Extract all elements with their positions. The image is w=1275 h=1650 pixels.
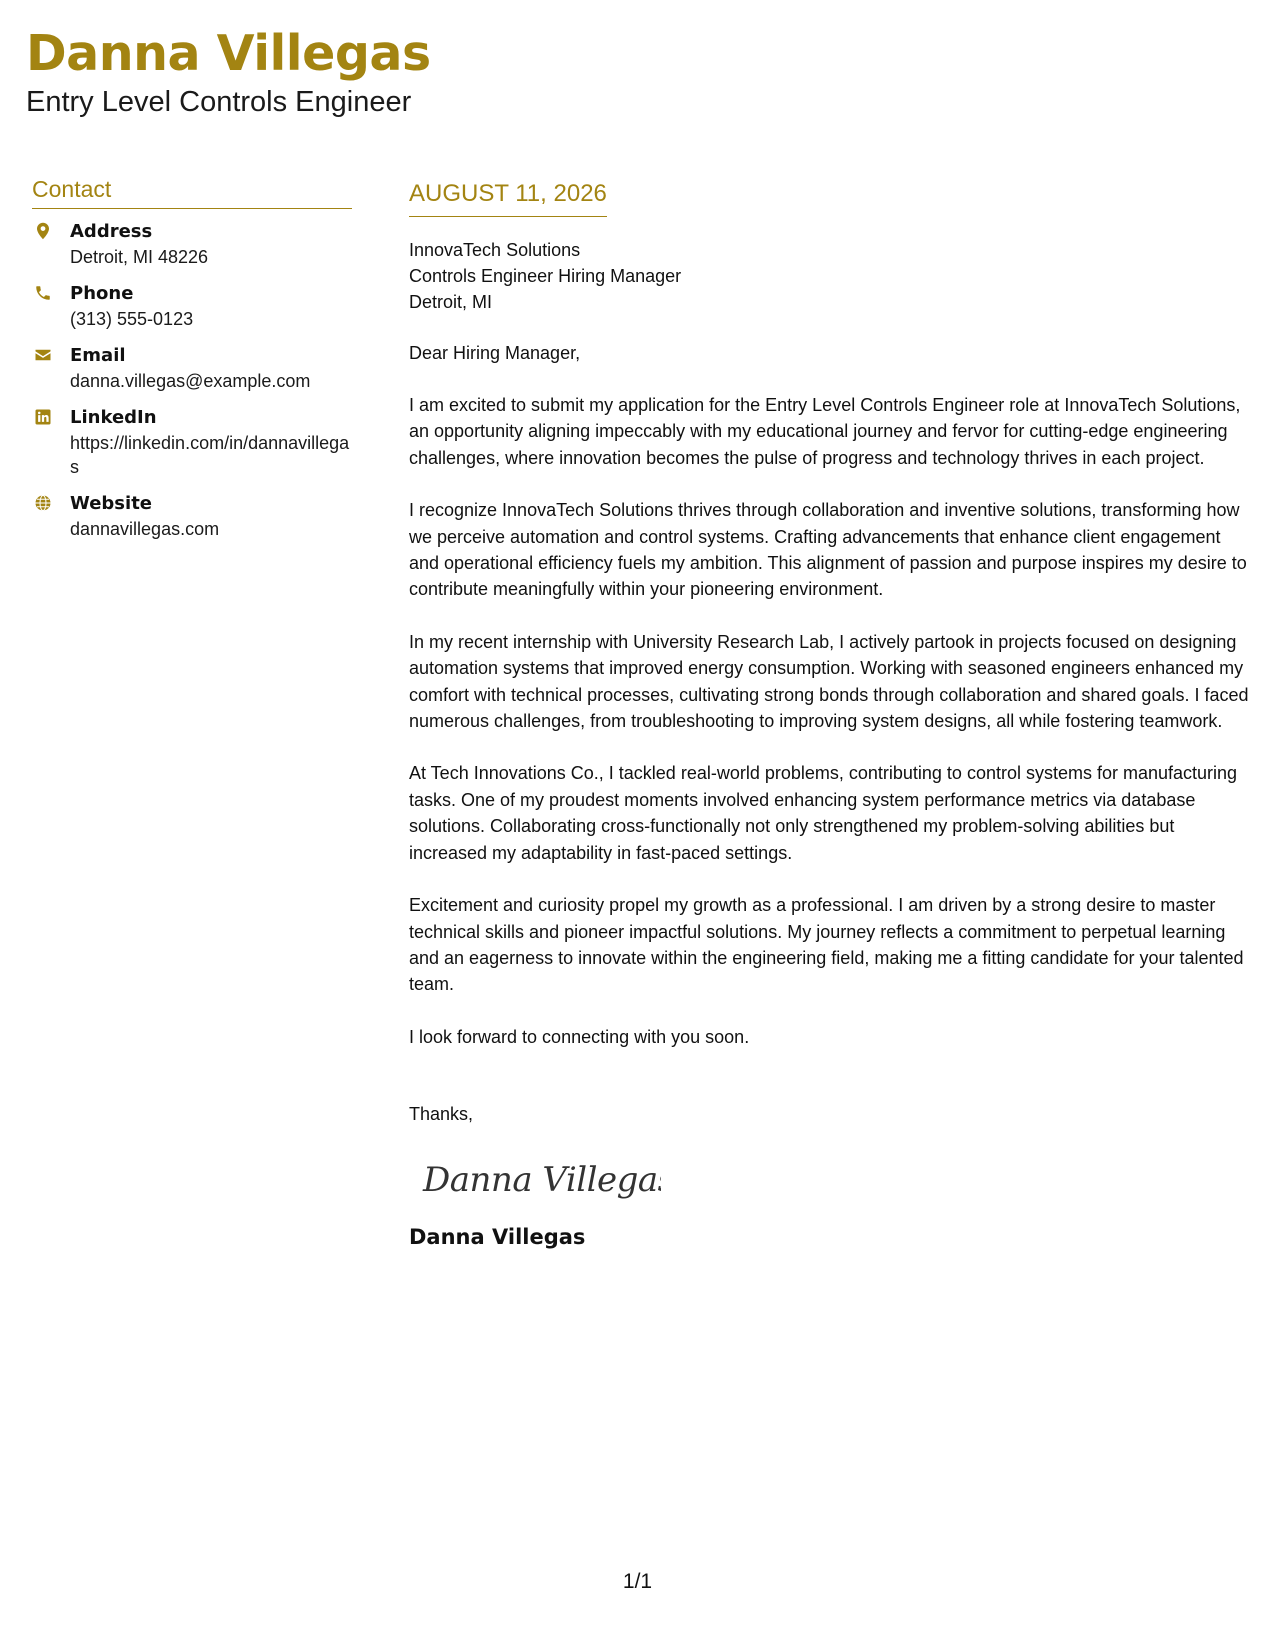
recipient-title: Controls Engineer Hiring Manager — [409, 266, 682, 286]
signature-glyphs: Danna Villegas — [423, 1160, 661, 1201]
map-pin-icon — [32, 219, 70, 240]
contact-item-linkedin — [32, 405, 352, 479]
letter-paragraph: Excitement and curiosity propel my growth as a professional. I am driven by a strong desire to master technical skills and pioneer impactful solutions. My journey reflects a commitment to perpetual learning and an eagerness to innovate within the engineering field, making me a fitting candidate for your talented team. — [409, 895, 1244, 995]
contact-item-website — [32, 491, 352, 541]
contact-label: Address — [70, 221, 153, 242]
letter-paragraph: I am excited to submit my application for the Entry Level Controls Engineer role at InnovaTech Solutions, an opportunity aligning impeccably with my educational journey and fervor for cutting-edge engineering challenges, where innovation becomes the pulse of progress and technology thrives in each project. — [409, 395, 1241, 468]
linkedin-value[interactable]: https://linkedin.com/in/dannavillegas — [70, 433, 350, 477]
recipient-company: InnovaTech Solutions — [409, 240, 581, 260]
contact-label: Phone — [70, 283, 134, 304]
contact-label: Email — [70, 345, 126, 366]
contact-label: Website — [70, 493, 153, 514]
contact-label: LinkedIn — [70, 407, 157, 428]
contact-list — [32, 219, 352, 541]
letter-paragraph: I recognize InnovaTech Solutions thrives through collaboration and inventive solutions, transforming how we perceive automation and control systems. Crafting advancements that enhance client engagement and operational efficiency fuels my ambition. This alignment of passion and purpose inspires my desire to contribute meaningfully within your pioneering environment. — [409, 500, 1247, 600]
letter-paragraph: At Tech Innovations Co., I tackled real-world problems, contributing to control systems for manufacturing tasks. One of my proudest moments involved enhancing system performance metrics via database solutions. Collaborating cross-functionally not only strengthened my problem-solving abilities but increased my adaptability in fast-paced settings. — [409, 763, 1238, 863]
letter-body — [409, 178, 1249, 1251]
contact-item-phone — [32, 281, 352, 331]
letter-header — [26, 22, 431, 120]
candidate-name: Danna Villegas — [26, 25, 431, 82]
contact-sidebar — [32, 174, 352, 553]
contact-item-address — [32, 219, 352, 269]
phone-icon — [32, 281, 70, 302]
page-number: 1/1 — [622, 1570, 653, 1593]
signer-name: Danna Villegas — [409, 1225, 586, 1250]
email-value[interactable]: danna.villegas@example.com — [70, 371, 311, 391]
recipient-location: Detroit, MI — [409, 292, 493, 312]
recipient-block — [409, 237, 1249, 315]
address-value: Detroit, MI 48226 — [70, 247, 209, 267]
website-value[interactable]: dannavillegas.com — [70, 519, 220, 539]
letter-paragraph: In my recent internship with University Research Lab, I actively partook in projects focused on designing automation systems that improved energy consumption. Working with seasoned engineers enhanced my comfort with technical processes, cultivating strong bonds through collaboration and shared goals. I faced numerous challenges, from troubleshooting to improving system designs, all while fostering teamwork. — [409, 631, 1249, 732]
handwritten-signature — [421, 1151, 1249, 1211]
letter-paragraph: I look forward to connecting with you soon. — [409, 1026, 750, 1047]
closing: Thanks, — [409, 1104, 474, 1125]
contact-item-email — [32, 343, 352, 393]
phone-value[interactable]: (313) 555-0123 — [70, 309, 194, 329]
letter-date: AUGUST 11, 2026 — [409, 178, 607, 217]
contact-heading: Contact — [32, 174, 352, 209]
envelope-icon — [32, 343, 70, 364]
linkedin-icon — [32, 405, 70, 426]
globe-icon — [32, 491, 70, 512]
candidate-role: Entry Level Controls Engineer — [26, 86, 412, 118]
greeting: Dear Hiring Manager, — [409, 343, 581, 363]
